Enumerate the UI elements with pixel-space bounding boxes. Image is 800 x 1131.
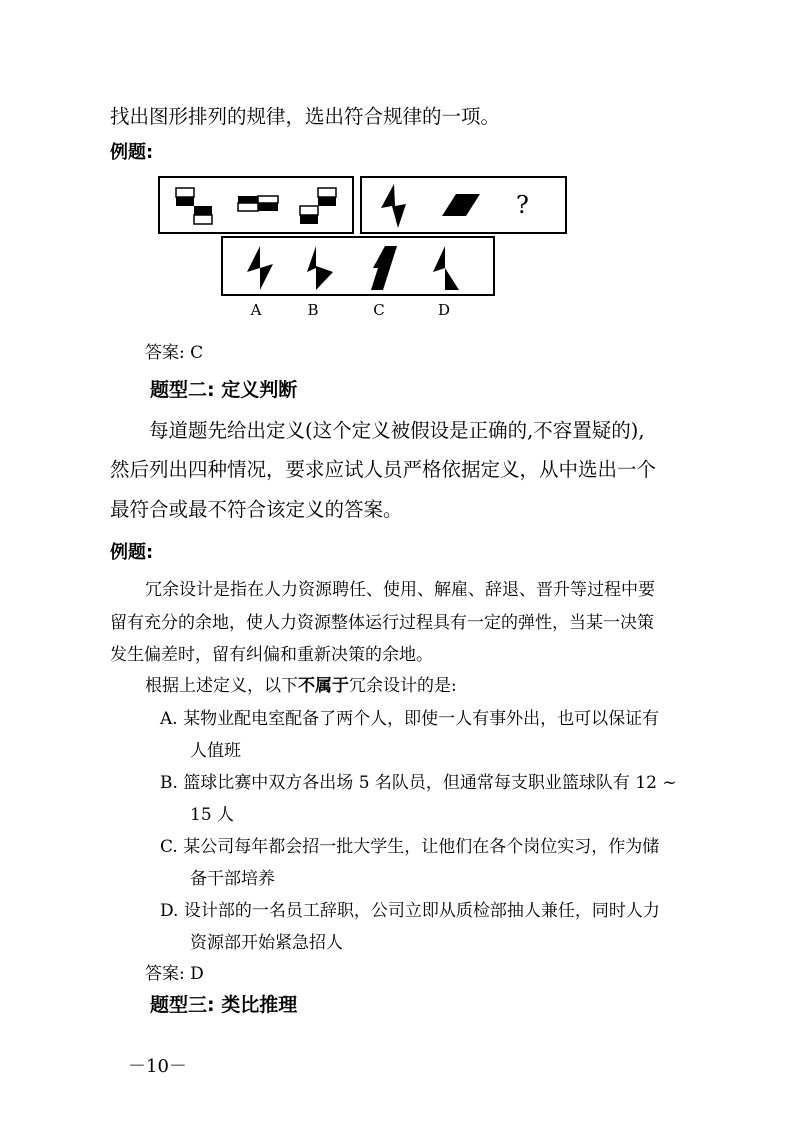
option-c-shape [371,246,397,290]
option-label-c: C [373,301,385,319]
option-d-shape [433,246,459,290]
choice-c-line-2: 备干部培养 [190,869,275,889]
domino-shape-3 [300,188,336,224]
choice-c-line-1: C. 某公司每年都会招一批大学生，让他们在各个岗位实习，作为储 [160,837,660,857]
choice-d-line-2: 资源部开始紧急招人 [190,933,343,953]
choice-a-line-1: A. 某物业配电室配备了两个人，即使一人有事外出，也可以保证有 [160,709,660,729]
figure-sequence-left [158,176,354,234]
parallelogram-shape [442,194,480,216]
choice-d-line-1: D. 设计部的一名员工辞职，公司立即从质检部抽人兼任，同时人力 [160,901,660,921]
intro-text: 找出图形排列的规律，选出符合规律的一项。 [110,105,501,128]
question-prefix: 根据上述定义，以下 [145,676,298,696]
domino-shape-2 [238,196,278,211]
option-label-d: D [437,301,451,319]
domino-shape-1 [176,188,212,224]
section-2-desc-line-3: 最符合或最不符合该定义的答案。 [110,498,403,521]
choice-b-line-1: B. 篮球比赛中双方各出场 5 名队员，但通常每支职业篮球队有 12 ~ [160,773,677,793]
option-label-b: B [307,301,319,319]
option-a-shape [247,246,273,290]
option-label-a: A [250,301,262,319]
section-2-title: 题型二: 定义判断 [150,379,298,401]
figure-sequence-right [360,176,567,234]
answer-2: 答案: D [145,964,204,984]
question-suffix: 冗余设计的是: [349,676,457,696]
example-label-2: 例题: [110,542,154,563]
section-2-desc-line-2: 然后列出四种情况，要求应试人员严格依据定义，从中选出一个 [110,458,657,481]
question-mark: ? [516,191,529,219]
answer-1: 答案: C [145,343,204,363]
definition-line-3: 发生偏差时，留有纠偏和重新决策的余地。 [110,645,433,665]
question-stem [145,673,457,699]
definition-line-2: 留有充分的余地，使人力资源整体运行过程具有一定的弹性，当某一决策 [110,613,654,633]
example-label-1: 例题: [110,142,154,163]
definition-line-1: 冗余设计是指在人力资源聘任、使用、解雇、辞退、晋升等过程中要 [145,580,655,600]
choice-b-line-2: 15 人 [190,805,235,825]
section-3-title: 题型三: 类比推理 [150,994,298,1016]
choice-a-line-2: 人值班 [190,741,241,761]
option-b-shape [307,246,333,290]
page-number: －10－ [128,1056,187,1077]
section-2-desc-line-1: 每道题先给出定义(这个定义被假设是正确的,不容置疑的), [149,419,645,442]
bolt-shape [381,184,406,228]
question-emphasis: 不属于 [298,676,349,696]
figure-options [221,236,495,296]
